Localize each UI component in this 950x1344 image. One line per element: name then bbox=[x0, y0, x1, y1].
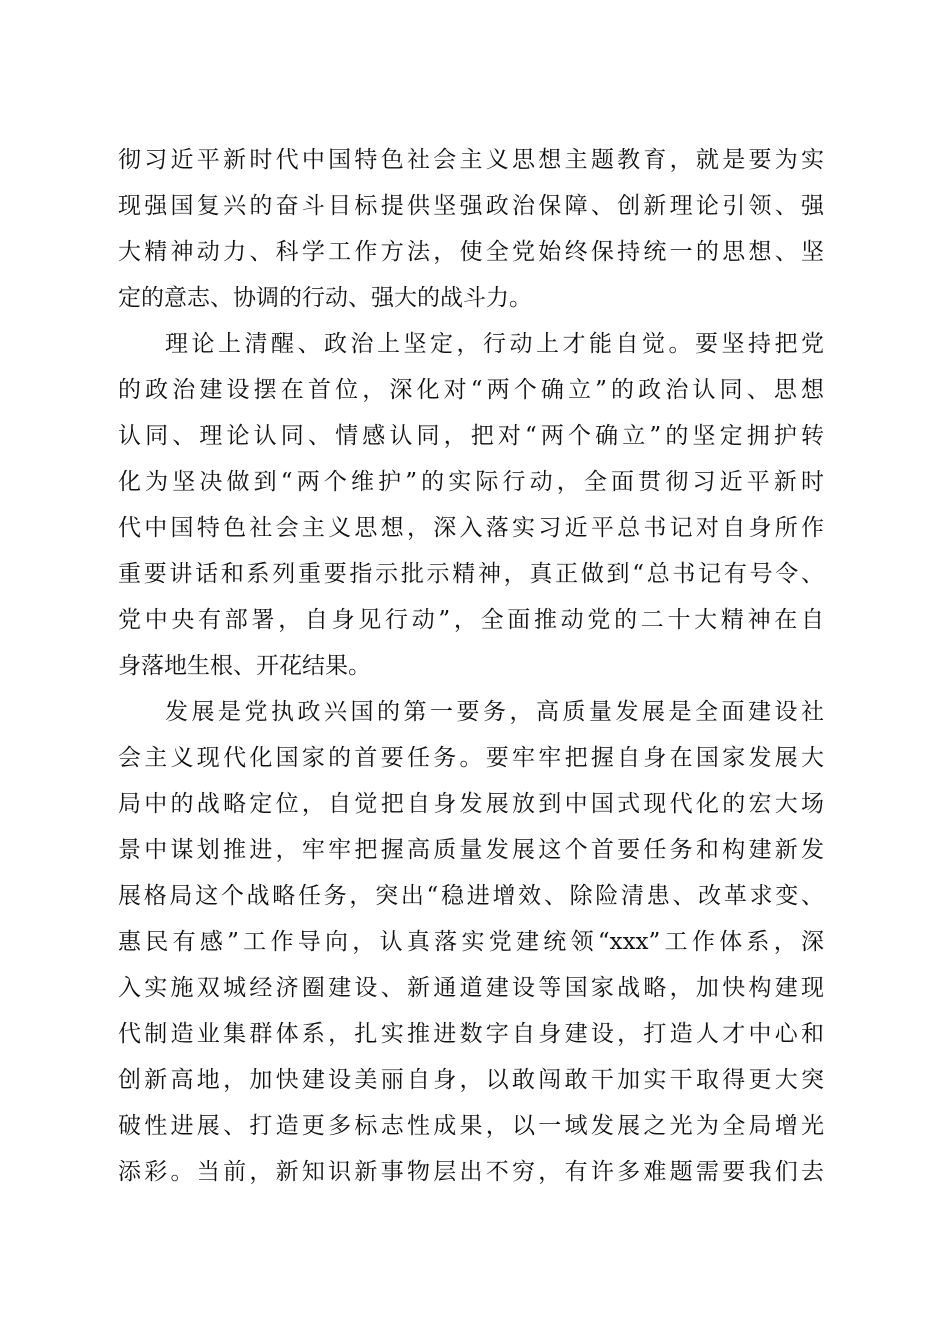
text-line: 代制造业集群体系，扎实推进数字自身建设，打造人才中心和 bbox=[118, 1021, 824, 1047]
text-line: 展格局这个战略任务，突出“稳进增效、除险清患、改革求变、 bbox=[118, 883, 824, 909]
text-line: 代中国特色社会主义思想，深入落实习近平总书记对自身所作 bbox=[118, 515, 824, 541]
text-line: 景中谋划推进，牢牢把握高质量发展这个首要任务和构建新发 bbox=[118, 837, 824, 863]
text-line: 定的意志、协调的行动、强大的战斗力。 bbox=[118, 285, 532, 311]
text-line: 彻习近平新时代中国特色社会主义思想主题教育，就是要为实 bbox=[118, 147, 824, 173]
text-line: 添彩。当前，新知识新事物层出不穷，有许多难题需要我们去 bbox=[118, 1159, 824, 1185]
text-line: 局中的战略定位，自觉把自身发展放到中国式现代化的宏大场 bbox=[118, 791, 824, 817]
text-line: 创新高地，加快建设美丽自身，以敢闯敢干加实干取得更大突 bbox=[118, 1067, 824, 1093]
text-line: 重要讲话和系列重要指示批示精神，真正做到“总书记有号令、 bbox=[118, 561, 824, 587]
text-line: 入实施双城经济圈建设、新通道建设等国家战略，加快构建现 bbox=[118, 975, 824, 1001]
text-line: 发展是党执政兴国的第一要务，高质量发展是全面建设社 bbox=[165, 699, 824, 725]
text-line: 惠民有感”工作导向，认真落实党建统领“xxx”工作体系，深 bbox=[118, 929, 824, 955]
text-line: 现强国复兴的奋斗目标提供坚强政治保障、创新理论引领、强 bbox=[118, 193, 824, 219]
text-line: 身落地生根、开花结果。 bbox=[118, 653, 371, 679]
text-line: 党中央有部署，自身见行动”，全面推动党的二十大精神在自 bbox=[118, 607, 824, 633]
text-line: 的政治建设摆在首位，深化对“两个确立”的政治认同、思想 bbox=[118, 377, 824, 403]
text-line: 会主义现代化国家的首要任务。要牢牢把握自身在国家发展大 bbox=[118, 745, 824, 771]
text-line: 破性进展、打造更多标志性成果，以一域发展之光为全局增光 bbox=[118, 1113, 824, 1139]
text-line: 认同、理论认同、情感认同，把对“两个确立”的坚定拥护转 bbox=[118, 423, 824, 449]
text-line: 理论上清醒、政治上坚定，行动上才能自觉。要坚持把党 bbox=[165, 331, 824, 357]
text-line: 大精神动力、科学工作方法，使全党始终保持统一的思想、坚 bbox=[118, 239, 824, 265]
text-line: 化为坚决做到“两个维护”的实际行动，全面贯彻习近平新时 bbox=[118, 469, 824, 495]
